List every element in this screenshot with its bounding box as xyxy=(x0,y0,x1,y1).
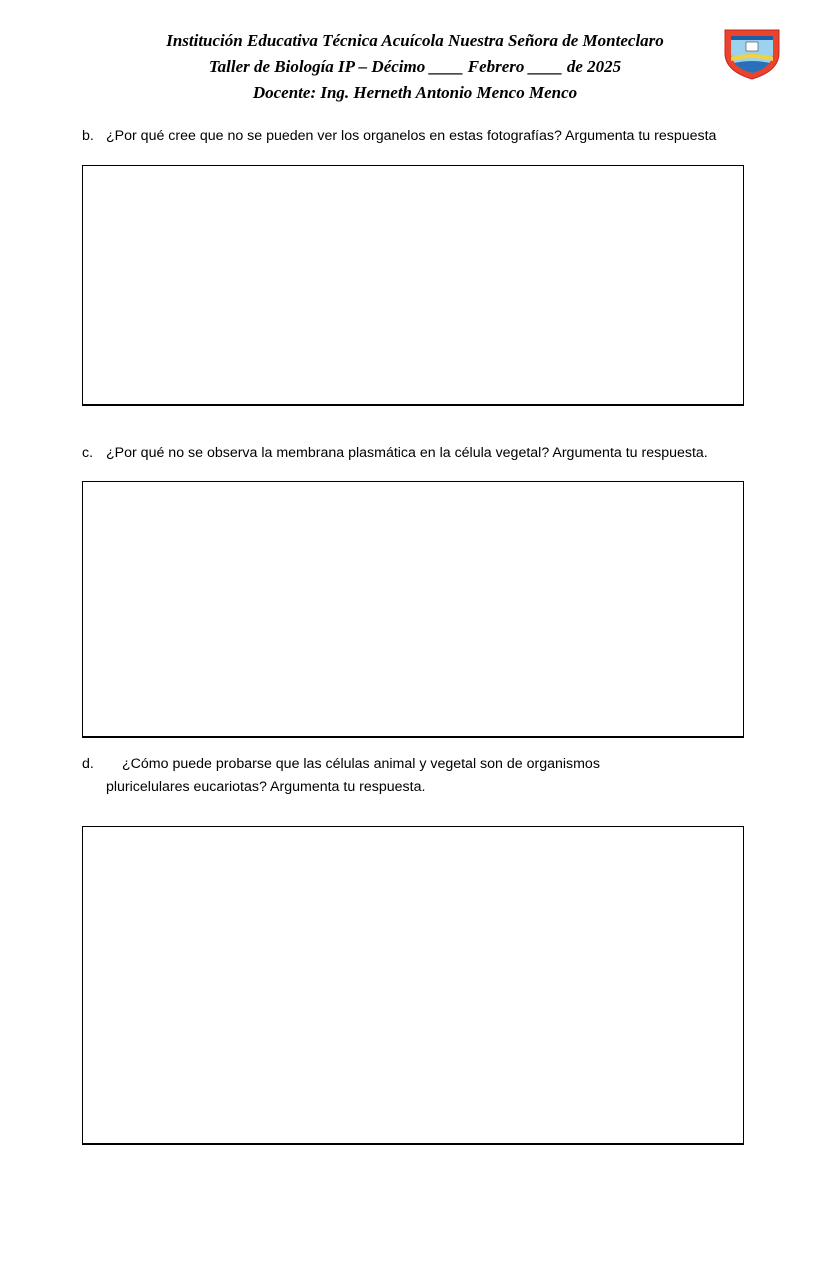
question-text: ¿Cómo puede probarse que las células animal y vegetal son de organismos xyxy=(122,756,600,772)
answer-box-b[interactable] xyxy=(82,165,744,406)
question-label: b. xyxy=(82,128,94,144)
question-label: c. xyxy=(82,445,94,461)
question-d xyxy=(82,755,600,773)
question-text: ¿Por qué no se observa la membrana plasmática en la célula vegetal? Argumenta tu respuesta. xyxy=(106,445,708,461)
institution-name: Institución Educativa Técnica Acuícola Nuestra Señora de Monteclaro xyxy=(166,31,664,50)
answer-box-c[interactable] xyxy=(82,481,744,738)
teacher-name: Docente: Ing. Herneth Antonio Menco Menco xyxy=(252,83,578,102)
question-b xyxy=(82,127,716,145)
answer-box-d[interactable] xyxy=(82,826,744,1145)
question-c xyxy=(82,444,708,462)
question-text: ¿Por qué cree que no se pueden ver los organelos en estas fotografías? Argumenta tu respuesta xyxy=(106,128,717,144)
question-label: d. xyxy=(82,756,94,772)
question-d-continued: pluricelulares eucariotas? Argumenta tu respuesta. xyxy=(106,779,426,795)
school-crest-logo xyxy=(722,27,782,81)
workshop-title: Taller de Biología IP – Décimo ____ Febrero ____ de 2025 xyxy=(208,57,622,76)
